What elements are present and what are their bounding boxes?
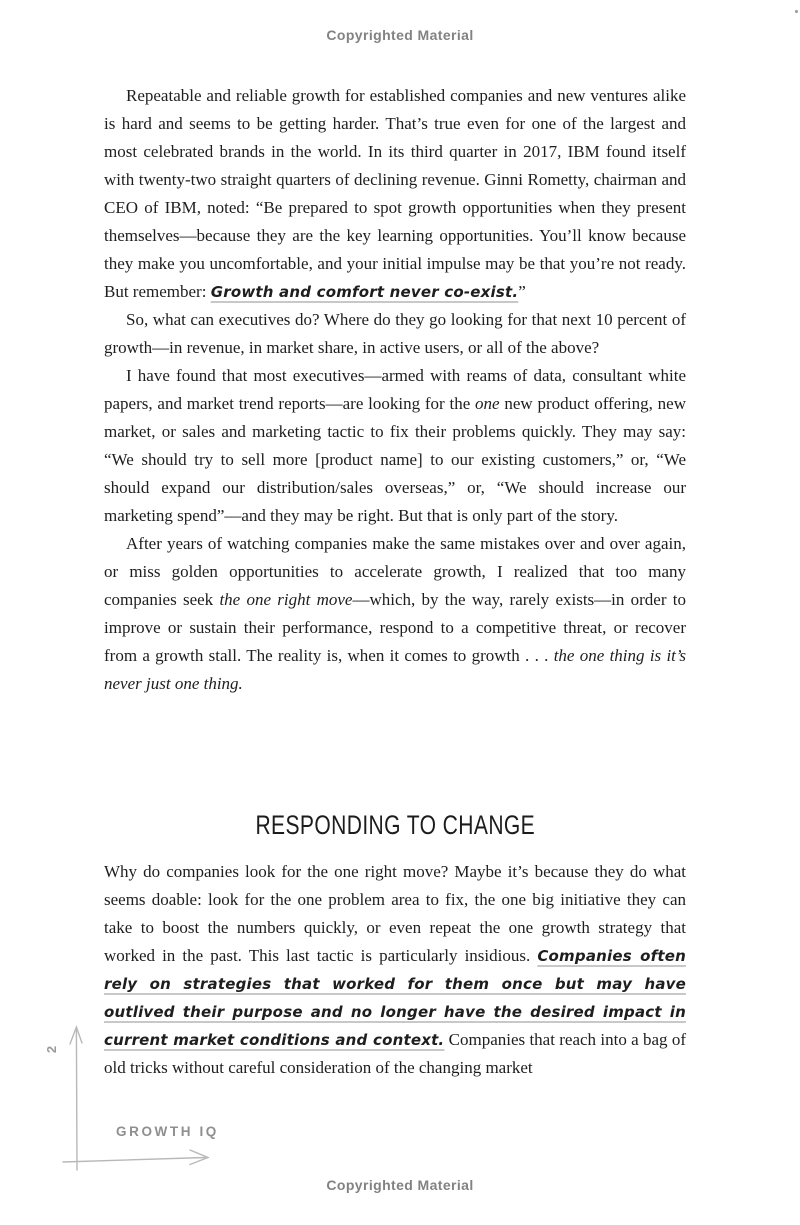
scan-artifact-dot <box>795 10 798 13</box>
italic-emphasis: the one right move <box>219 590 353 609</box>
paragraph <box>104 82 686 306</box>
body-text: After years of watching companies make the same mistakes over and over again, or miss golden opportunities to accelerate growth, I realized that too many companies seek <box>104 534 686 609</box>
section-heading-text: RESPONDING TO CHANGE <box>255 810 535 840</box>
body-text: Companies that reach into a bag of old tricks without careful consideration of the changing market <box>104 1030 687 1077</box>
text-block-1 <box>104 82 686 698</box>
handwritten-emphasis: Companies often rely on strategies that worked for them once but may have outlived their purpose and no longer have the desired impact in current market conditions and context. <box>104 947 686 1049</box>
body-text: I have found that most executives—armed with reams of data, consultant white papers, and market trend reports—are looking for the <box>104 366 686 413</box>
section-heading <box>104 810 686 841</box>
italic-emphasis: one <box>475 394 500 413</box>
paragraph <box>104 530 686 698</box>
copyright-notice-top: Copyrighted Material <box>326 27 474 43</box>
paragraph <box>104 306 686 362</box>
body-text: So, what can executives do? Where do they go looking for that next 10 percent of growth—in revenue, in market share, in active users, or all of the above? <box>104 310 686 357</box>
body-text: new product offering, new market, or sales and marketing tactic to fix their problems quickly. They may say: “We should try to sell more [product name] to our existing customers,” or, “We should expand our distribution/sales overseas,” or, “We should increase our marketing spend”—and they may be right. But that is only part of the story. <box>104 394 686 525</box>
handwritten-emphasis: Growth and comfort never co-exist. <box>210 283 519 301</box>
body-text: Repeatable and reliable growth for established companies and new ventures alike is hard and seems to be getting harder. That’s true even for one of the largest and most celebrated brands in the world. In its third quarter in 2017, IBM found itself with twenty-two straight quarters of declining revenue. Ginni Rometty, chairman and CEO of IBM, noted: “Be prepared to spot growth opportunities when they present themselves—because they are the key learning opportunities. You’ll know because they make you uncomfortable, and your initial impulse may be that you’re not ready. But remember: <box>104 86 686 301</box>
running-footer-book-title: GROWTH IQ <box>116 1124 219 1139</box>
italic-emphasis: the one thing is it’s never just one thing. <box>104 646 686 693</box>
body-text: —which, by the way, rarely exists—in order to improve or sustain their performance, respond to a competitive threat, or recover from a growth stall. The reality is, when it comes to growth . . . <box>104 590 686 665</box>
body-text: Why do companies look for the one right move? Maybe it’s because they do what seems doable: look for the one problem area to fix, the one big initiative they can take to boost the numbers quickly, or even repeat the one growth strategy that worked in the past. This last tactic is particularly insidious. <box>104 862 686 965</box>
paragraph <box>104 362 686 530</box>
copyright-notice-bottom: Copyrighted Material <box>326 1177 474 1193</box>
axis-sketch-decoration <box>40 1012 230 1182</box>
page-number: 2 <box>44 1045 60 1054</box>
body-text: ” <box>518 282 526 301</box>
